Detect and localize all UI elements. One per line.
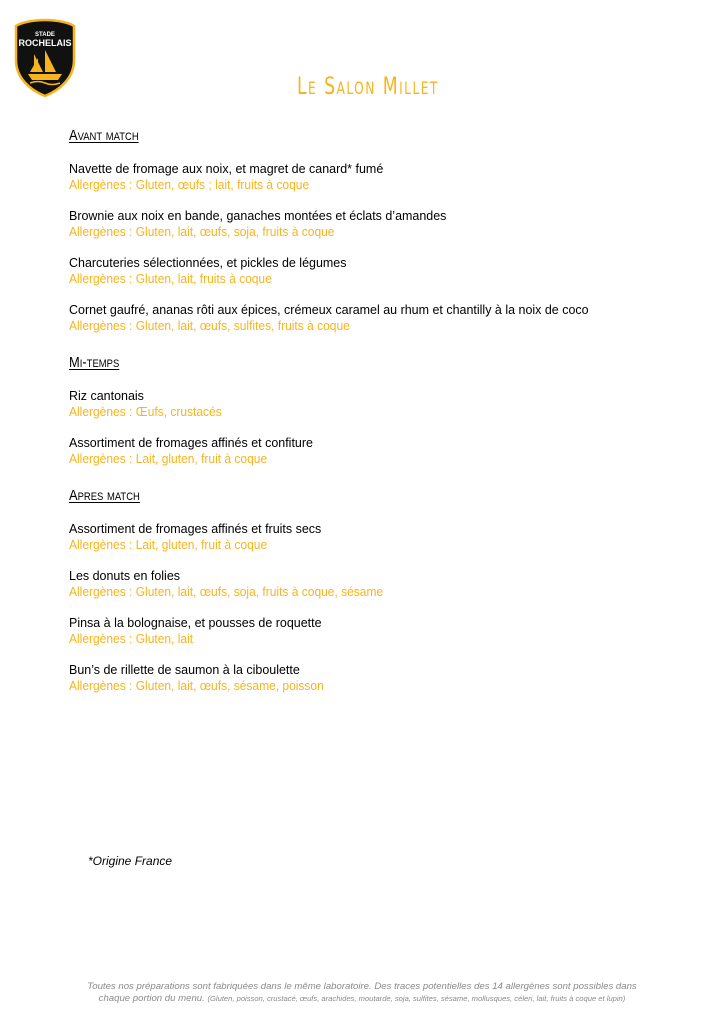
logo-line2: ROCHELAIS — [18, 38, 72, 48]
menu-item — [69, 207, 689, 240]
allergen-list: (Gluten, poisson, crustacé, œufs, arachides, moutarde, soja, sulfites, sésame, mollusques, céleri, lait, fruits à coque et lupin) — [207, 994, 626, 1003]
item-allergens: Allergènes : Gluten, lait, fruits à coque — [69, 272, 272, 286]
menu-item — [69, 614, 689, 647]
menu-item — [69, 387, 689, 420]
item-allergens: Allergènes : Lait, gluten, fruit à coque — [69, 452, 268, 466]
logo-line1: STADE — [35, 32, 55, 38]
stade-rochelais-logo — [14, 18, 76, 98]
disclaimer-line2 — [40, 993, 684, 1005]
item-name: Riz cantonais — [69, 388, 144, 403]
item-allergens: Allergènes : Gluten, lait — [69, 632, 194, 646]
item-allergens: Allergènes : Gluten, lait, œufs, sésame, poisson — [69, 679, 324, 693]
menu-item — [69, 661, 689, 694]
item-allergens: Allergènes : Lait, gluten, fruit à coque — [69, 538, 268, 552]
shield-icon — [14, 18, 76, 98]
menu-item — [69, 434, 689, 467]
item-allergens: Allergènes : Gluten, lait, œufs, soja, fruits à coque — [69, 225, 335, 239]
item-allergens: Allergènes : Gluten, œufs ; lait, fruits à coque — [69, 178, 310, 192]
menu-item — [69, 254, 689, 287]
allergen-disclaimer — [40, 981, 684, 1005]
origin-note: *Origine France — [88, 854, 173, 868]
item-allergens: Allergènes : Gluten, lait, œufs, sulfites, fruits à coque — [69, 319, 350, 333]
section-avant-match — [69, 125, 689, 334]
page-title: Le Salon Millet — [296, 72, 439, 101]
section-mi-temps — [69, 352, 689, 467]
item-name: Pinsa à la bolognaise, et pousses de roquette — [69, 615, 322, 630]
disclaimer-line2-main: chaque portion du menu. — [98, 993, 205, 1004]
menu-item — [69, 160, 689, 193]
item-name: Bun’s de rillette de saumon à la ciboulette — [69, 662, 300, 677]
item-name: Cornet gaufré, ananas rôti aux épices, crémeux caramel au rhum et chantilly à la noix de coco — [69, 302, 589, 317]
item-name: Navette de fromage aux noix, et magret de canard* fumé — [69, 161, 384, 176]
section-title: Apres match — [69, 487, 140, 504]
item-name: Brownie aux noix en bande, ganaches montées et éclats d’amandes — [69, 208, 447, 223]
menu-item — [69, 520, 689, 553]
menu-item — [69, 567, 689, 600]
item-allergens: Allergènes : Œufs, crustacés — [69, 405, 222, 419]
section-apres-match — [69, 485, 689, 694]
item-allergens: Allergènes : Gluten, lait, œufs, soja, fruits à coque, sésame — [69, 585, 384, 599]
item-name: Assortiment de fromages affinés et fruits secs — [69, 521, 322, 536]
section-title: Mi-temps — [69, 354, 120, 371]
item-name: Les donuts en folies — [69, 568, 181, 583]
item-name: Charcuteries sélectionnées, et pickles de légumes — [69, 255, 347, 270]
menu-item — [69, 301, 689, 334]
disclaimer-line1: Toutes nos préparations sont fabriquées dans le même laboratoire. Des traces potentielles des 14 allergènes sont possibles dans — [87, 981, 637, 992]
item-name: Assortiment de fromages affinés et confiture — [69, 435, 313, 450]
section-title: Avant match — [69, 127, 139, 144]
menu-content — [69, 125, 689, 712]
